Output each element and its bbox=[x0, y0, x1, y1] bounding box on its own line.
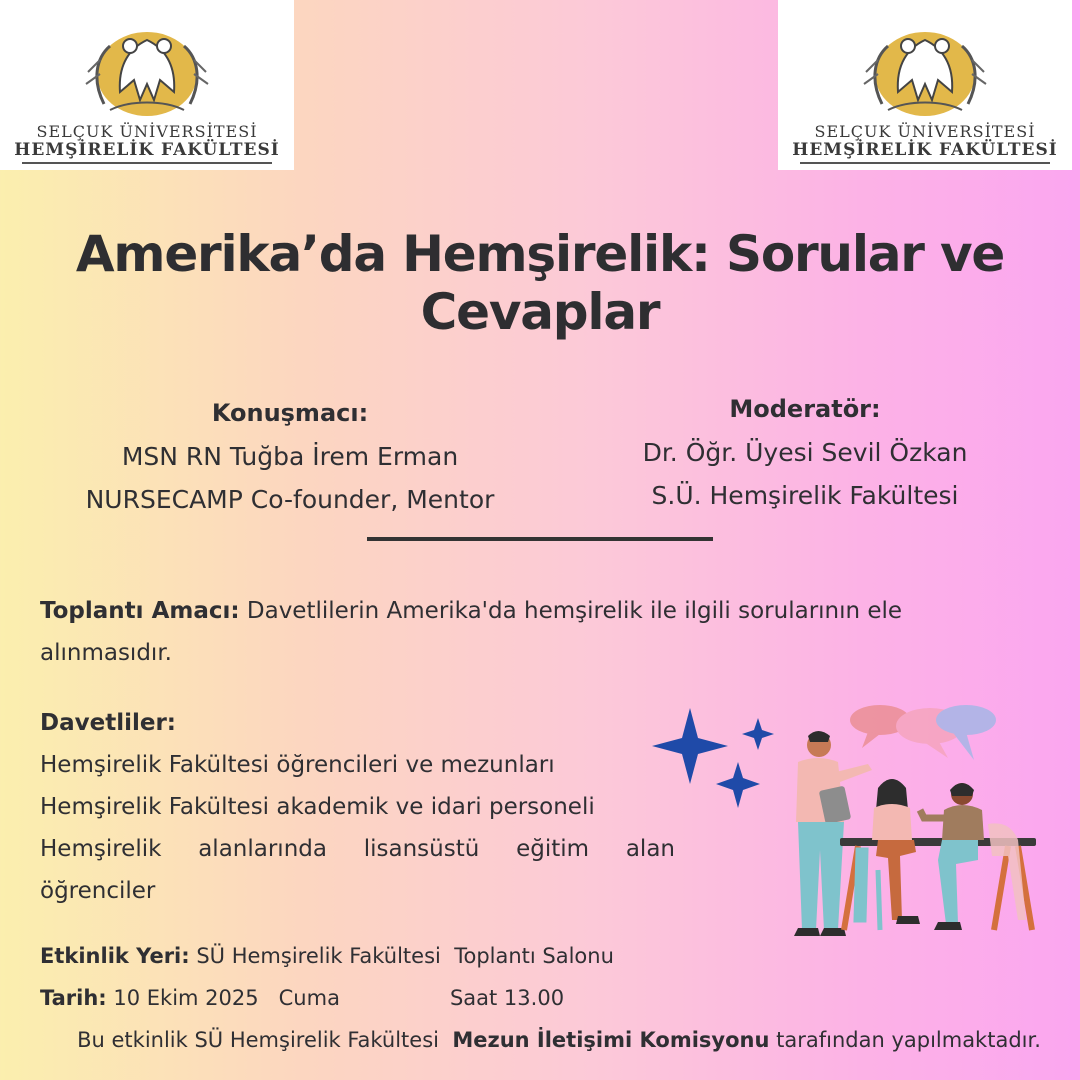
university-logo-right bbox=[778, 0, 1072, 170]
logo-faculty-text: HEMŞİRELİK FAKÜLTESİ bbox=[14, 140, 280, 160]
speech-bubbles-icon bbox=[850, 705, 996, 760]
event-title-line1: Amerika’da Hemşirelik: Sorular ve bbox=[75, 225, 1005, 283]
speaker-heading: Konuşmacı: bbox=[211, 399, 369, 427]
footer-committee: Mezun İletişimi Komisyonu bbox=[452, 1028, 770, 1052]
invitee-item: Hemşirelik Fakültesi akademik ve idari personeli bbox=[40, 794, 595, 820]
section-divider bbox=[367, 537, 713, 541]
moderator-name: Dr. Öğr. Üyesi Sevil Özkan bbox=[642, 438, 968, 467]
double-headed-eagle-icon bbox=[778, 0, 1072, 125]
footer-prefix: Bu etkinlik SÜ Hemşirelik Fakültesi bbox=[77, 1028, 453, 1052]
meeting-purpose bbox=[40, 590, 980, 674]
purpose-text: Davetlilerin Amerika'da hemşirelik ile ilgili sorularının ele alınmasıdır. bbox=[40, 598, 903, 666]
event-title bbox=[60, 225, 1020, 341]
invitees-block bbox=[40, 702, 675, 912]
logo-university-text: SELÇUK ÜNİVERSİTESİ bbox=[814, 122, 1036, 141]
meeting-illustration bbox=[648, 700, 1048, 945]
invitee-item: Hemşirelik alanlarında lisansüstü eğitim alan öğrenciler bbox=[40, 836, 675, 904]
venue-line bbox=[40, 935, 614, 977]
venue-value: SÜ Hemşirelik Fakültesi Toplantı Salonu bbox=[189, 944, 614, 968]
event-details bbox=[40, 935, 614, 1019]
venue-label: Etkinlik Yeri: bbox=[40, 944, 190, 968]
footer-note bbox=[0, 1028, 1080, 1052]
purpose-label: Toplantı Amacı: bbox=[40, 598, 240, 624]
invitees-heading: Davetliler: bbox=[40, 710, 176, 736]
event-title-line2: Cevaplar bbox=[420, 283, 660, 341]
speaker-name: MSN RN Tuğba İrem Erman bbox=[121, 442, 459, 471]
logo-faculty-text: HEMŞİRELİK FAKÜLTESİ bbox=[792, 140, 1058, 160]
moderator-heading: Moderatör: bbox=[729, 395, 881, 423]
double-headed-eagle-icon bbox=[0, 0, 294, 125]
date-value: 10 Ekim 2025 Cuma bbox=[106, 986, 340, 1010]
people-at-table bbox=[794, 731, 1036, 936]
university-logo-left bbox=[0, 0, 294, 170]
moderator-block bbox=[570, 388, 1040, 517]
logo-underline bbox=[800, 162, 1050, 164]
moderator-affiliation: S.Ü. Hemşirelik Fakültesi bbox=[651, 481, 959, 510]
date-label: Tarih: bbox=[40, 986, 107, 1010]
logo-underline bbox=[22, 162, 272, 164]
date-line bbox=[40, 977, 614, 1019]
invitee-item: Hemşirelik Fakültesi öğrencileri ve mezunları bbox=[40, 752, 555, 778]
time-value: Saat 13.00 bbox=[449, 986, 565, 1010]
sparkle-icon bbox=[652, 708, 774, 808]
logo-university-text: SELÇUK ÜNİVERSİTESİ bbox=[36, 122, 258, 141]
footer-suffix: tarafından yapılmaktadır. bbox=[769, 1028, 1041, 1052]
speaker-block bbox=[40, 392, 540, 521]
speaker-role: NURSECAMP Co-founder, Mentor bbox=[85, 485, 495, 514]
